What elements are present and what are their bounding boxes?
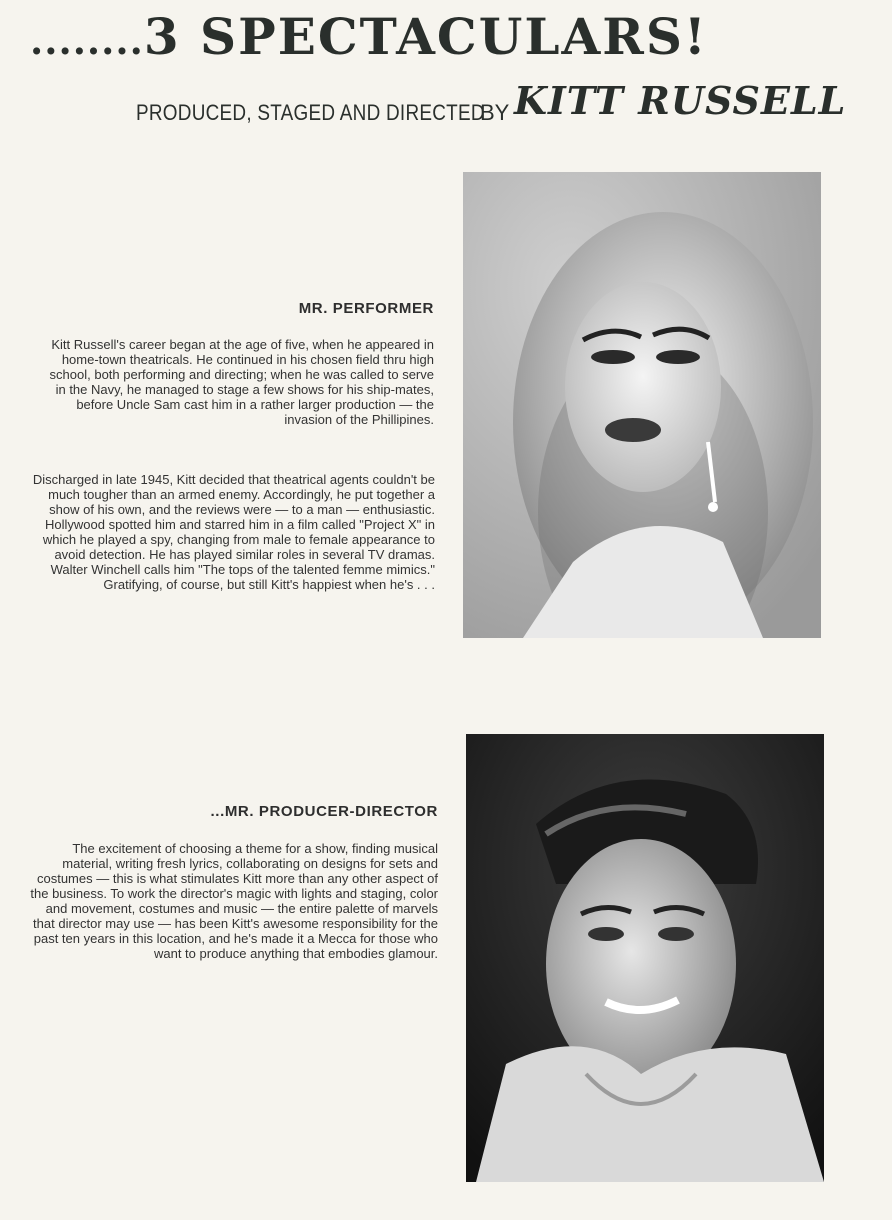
page-headline bbox=[30, 6, 708, 72]
producer-photo bbox=[466, 734, 824, 1182]
performer-paragraph-1: Kitt Russell's career began at the age of five, when he appeared in home-town theatricals. He continued in his chosen field thru high school, both performing and directing; when he was called to serve in the Navy, he managed to stage a few shows for his ship-mates, before Uncle Sam cast him in a rather larger production — the invasion of the Phillipines. bbox=[49, 337, 434, 427]
performer-paragraph-2: Discharged in late 1945, Kitt decided that theatrical agents couldn't be much tougher than an armed enemy. Accordingly, he put together a show of his own, and the reviews were — to a man — enthusiastic. Hollywood spotted him and starred him in a film called "Project X" in which he played a spy, changing from male to female appearance to avoid detection. He has played similar roles in several TV dramas. Walter Winchell calls him "The tops of the talented femme mimics." Gratifying, of course, but still Kitt's happiest when he's . . . bbox=[32, 472, 435, 592]
producer-photo-image bbox=[466, 734, 824, 1182]
performer-photo bbox=[463, 172, 821, 638]
performer-photo-image bbox=[463, 172, 821, 638]
producer-paragraph-1: The excitement of choosing a theme for a show, finding musical material, writing fresh lyrics, collaborating on designs for sets and costumes — this is what stimulates Kitt more than any other aspect of the business. To work the director's magic with lights and staging, color and movement, costumes and music — the entire palette of marvels that director may use — has been Kitt's awesome responsibility for the past ten years in this location, and he's made it a Mecca for those who want to produce anything that embodies glamour. bbox=[30, 841, 438, 961]
producer-heading: ...MR. PRODUCER-DIRECTOR bbox=[210, 803, 438, 820]
credit-label: PRODUCED, STAGED AND DIRECTED bbox=[136, 100, 485, 125]
credit-line bbox=[136, 78, 847, 126]
headline-dots: ........ bbox=[30, 18, 144, 63]
performer-heading: MR. PERFORMER bbox=[298, 300, 434, 317]
credit-name: KITT RUSSELL bbox=[514, 78, 847, 123]
credit-by: BY bbox=[480, 100, 510, 125]
headline-title: 3 SPECTACULARS! bbox=[143, 7, 708, 66]
